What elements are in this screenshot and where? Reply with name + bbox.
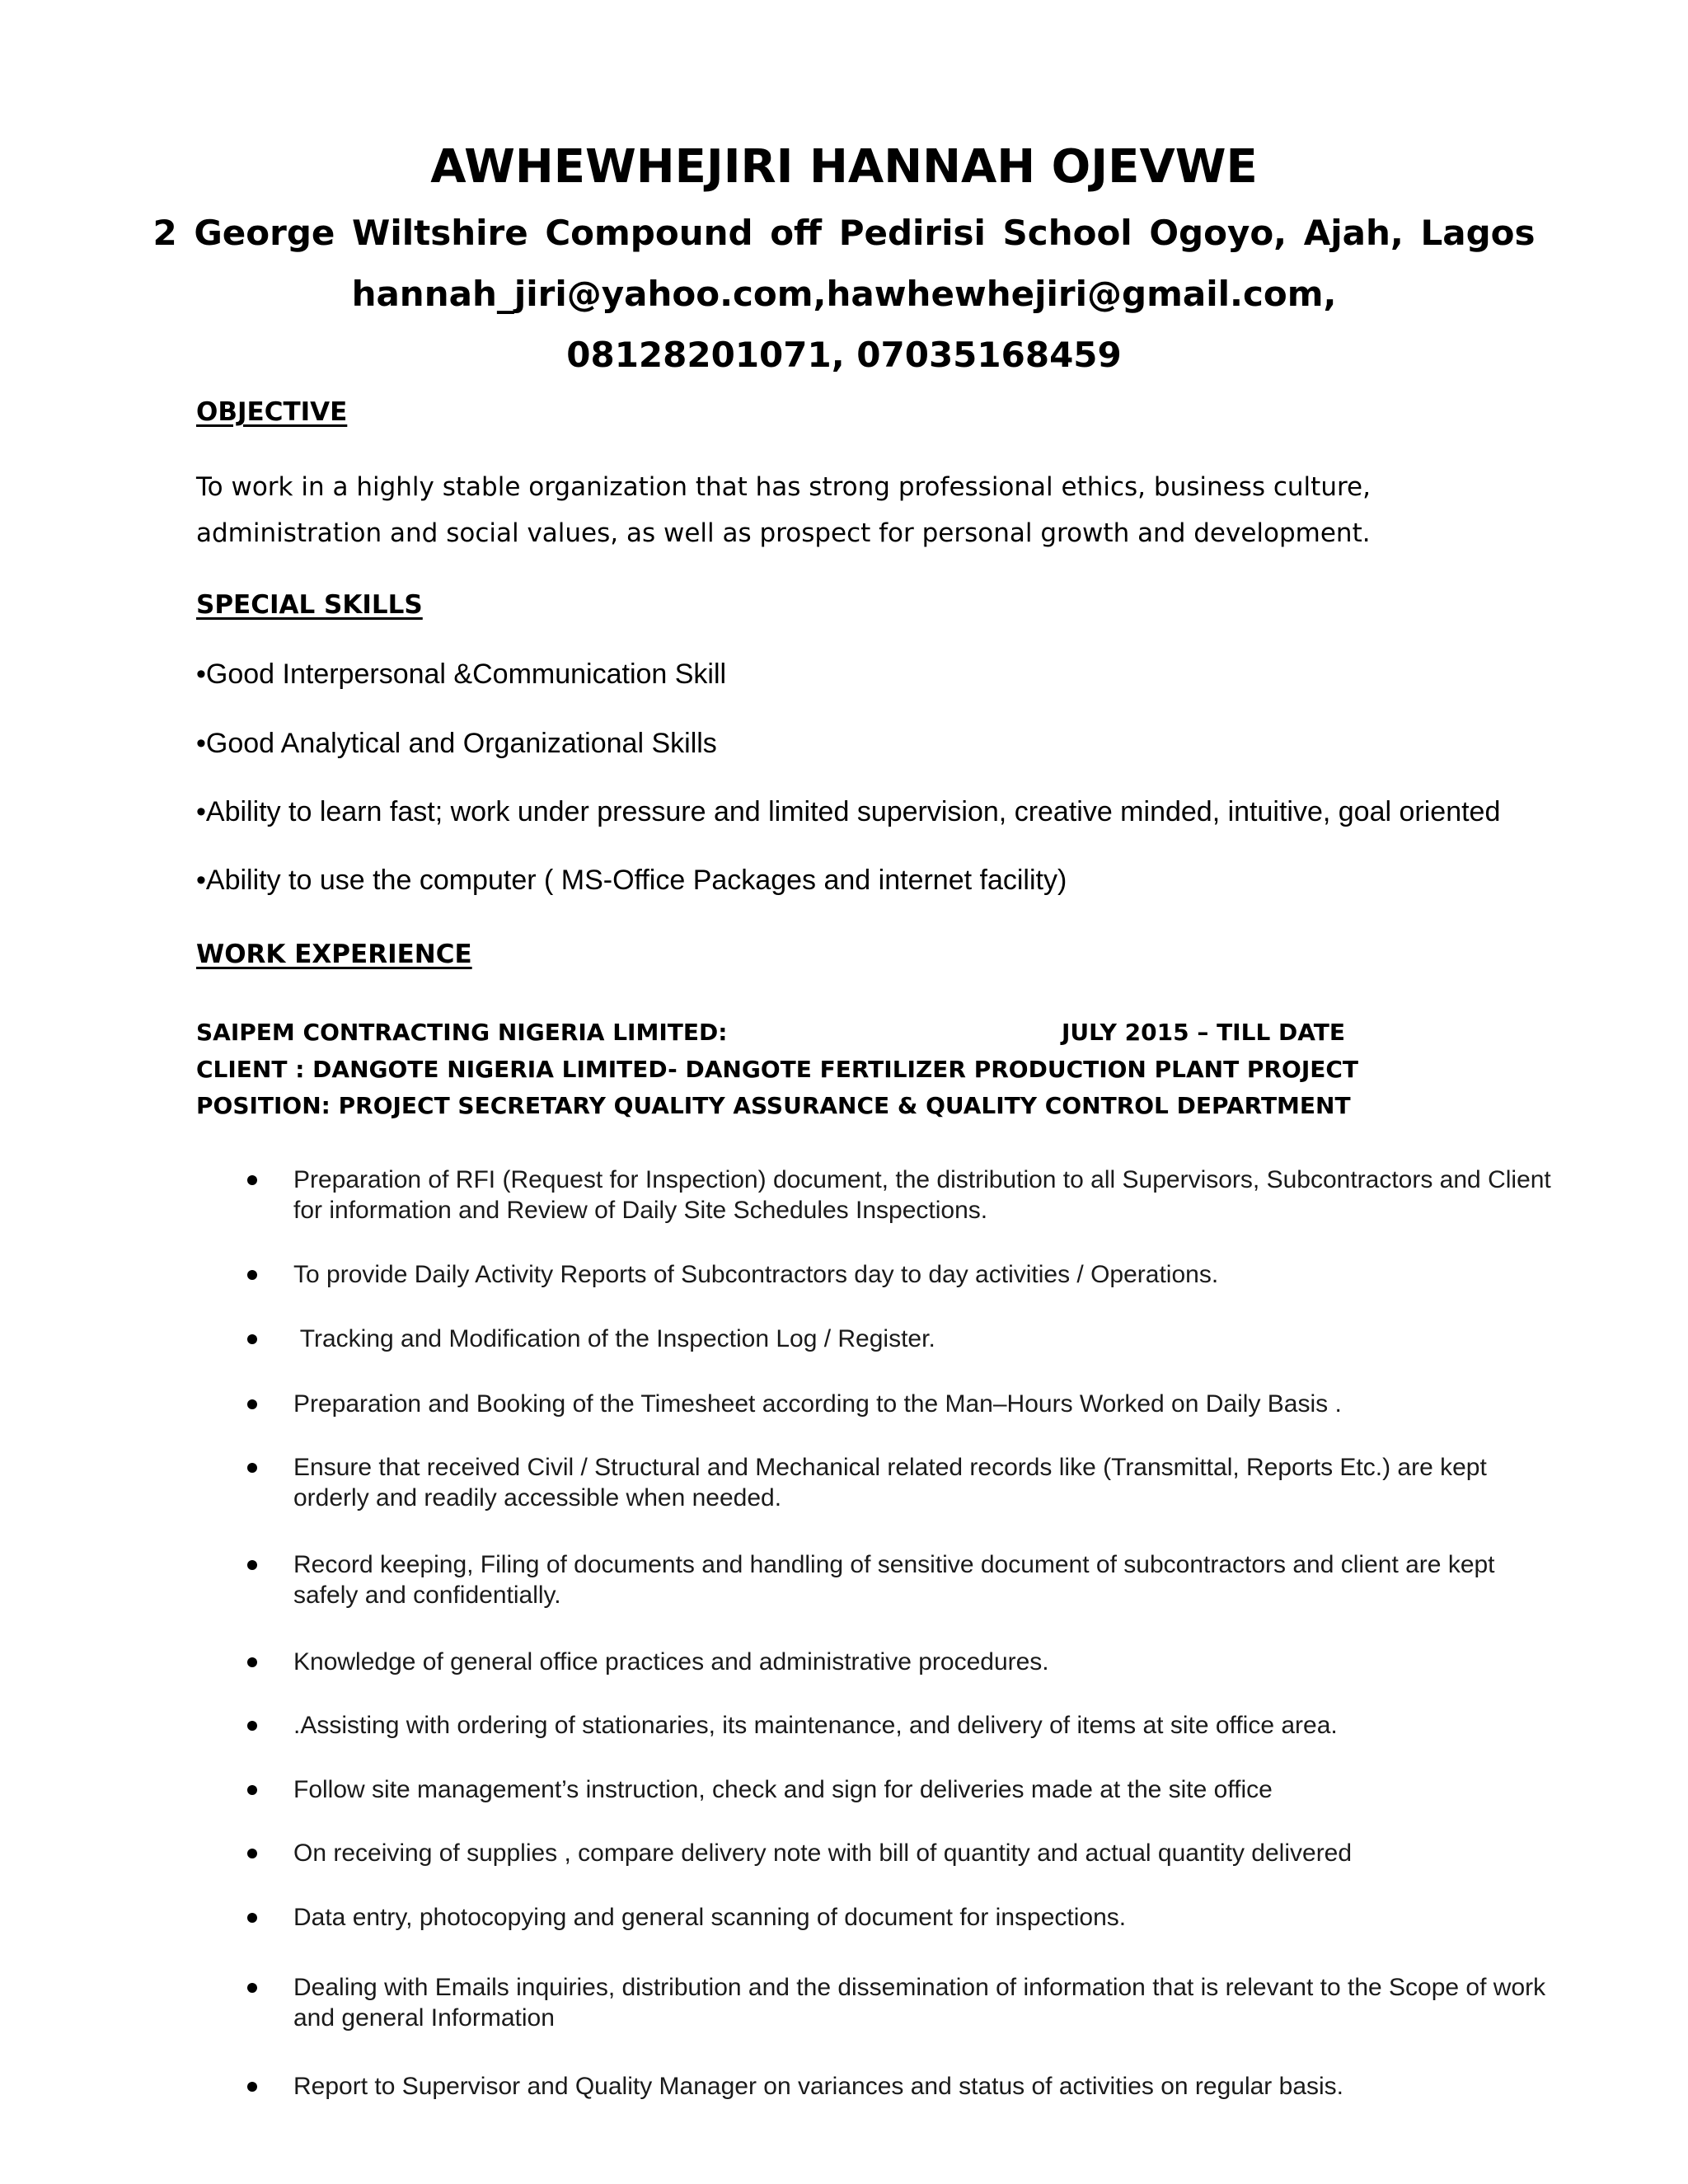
bullet-icon xyxy=(247,1913,257,1923)
objective-line-2: administration and social values, as well as prospect for personal growth and development. xyxy=(196,518,1371,548)
bullet-icon xyxy=(247,1175,257,1185)
bullet-icon xyxy=(247,1657,257,1667)
bullet-icon xyxy=(247,1721,257,1731)
duty-text: Tracking and Modification of the Inspection Log / Register. xyxy=(293,1325,935,1352)
duty-text: Ensure that received Civil / Structural and Mechanical related records like (Transmittal, Reports Etc.) are kept orderly and readily accessible when needed. xyxy=(293,1454,1487,1511)
duty-text: Record keeping, Filing of documents and handling of sensitive document of subcontractors and client are kept safely and confidentially. xyxy=(293,1551,1495,1609)
objective-heading: OBJECTIVE xyxy=(196,397,348,427)
bullet-icon xyxy=(247,2082,257,2092)
objective-line-1: To work in a highly stable organization that has strong professional ethics, business culture, xyxy=(196,472,1371,502)
skill-item: •Ability to use the computer ( MS-Office Packages and internet facility) xyxy=(196,865,1067,896)
bullet-icon xyxy=(247,1463,257,1473)
duty-text: Preparation and Booking of the Timesheet according to the Man–Hours Worked on Daily Basis . xyxy=(293,1390,1342,1418)
bullet-icon xyxy=(247,1849,257,1858)
duty-text: On receiving of supplies , compare delivery note with bill of quantity and actual quantity delivered xyxy=(293,1840,1353,1867)
bullet-icon xyxy=(247,1399,257,1409)
company-name: SAIPEM CONTRACTING NIGERIA LIMITED: xyxy=(196,1019,728,1046)
skill-item: •Ability to learn fast; work under pressure and limited supervision, creative minded, intuitive, goal oriented xyxy=(196,796,1501,827)
duty-text: Data entry, photocopying and general scanning of document for inspections. xyxy=(293,1904,1127,1931)
client-line: CLIENT : DANGOTE NIGERIA LIMITED- DANGOTE FERTILIZER PRODUCTION PLANT PROJECT xyxy=(196,1056,1359,1083)
skill-item: •Good Interpersonal &Communication Skill xyxy=(196,658,727,690)
duty-text: Report to Supervisor and Quality Manager on variances and status of activities on regular basis. xyxy=(293,2073,1344,2100)
duty-text: .Assisting with ordering of stationaries, its maintenance, and delivery of items at site office area. xyxy=(293,1712,1338,1739)
bullet-icon xyxy=(247,1983,257,1993)
duty-text: Preparation of RFI (Request for Inspection) document, the distribution to all Supervisors, Subcontractors and Client for information and Review of Daily Site Schedules Inspections. xyxy=(293,1166,1551,1224)
duty-text: To provide Daily Activity Reports of Subcontractors day to day activities / Operations. xyxy=(293,1261,1219,1288)
duty-text: Follow site management’s instruction, check and sign for deliveries made at the site office xyxy=(293,1776,1273,1803)
applicant-emails: hannah_jiri@yahoo.com,hawhewhejiri@gmail.com, xyxy=(351,274,1337,314)
work-experience-heading: WORK EXPERIENCE xyxy=(196,940,472,969)
position-line: POSITION: PROJECT SECRETARY QUALITY ASSURANCE & QUALITY CONTROL DEPARTMENT xyxy=(196,1092,1351,1119)
bullet-icon xyxy=(247,1785,257,1795)
applicant-address: 2 George Wiltshire Compound off Pedirisi School Ogoyo, Ajah, Lagos xyxy=(152,213,1536,253)
bullet-icon xyxy=(247,1334,257,1344)
skill-item: •Good Analytical and Organizational Skills xyxy=(196,728,717,759)
employment-dates: JULY 2015 – TILL DATE xyxy=(1062,1019,1345,1046)
duty-text: Dealing with Emails inquiries, distribution and the dissemination of information that is relevant to the Scope of work and general Information xyxy=(293,1974,1546,2032)
bullet-icon xyxy=(247,1560,257,1570)
duty-text: Knowledge of general office practices and administrative procedures. xyxy=(293,1648,1049,1675)
applicant-name: AWHEWHEJIRI HANNAH OJEVWE xyxy=(430,140,1258,194)
skills-heading: SPECIAL SKILLS xyxy=(196,590,423,620)
bullet-icon xyxy=(247,1270,257,1280)
applicant-phones: 08128201071, 07035168459 xyxy=(566,335,1122,375)
